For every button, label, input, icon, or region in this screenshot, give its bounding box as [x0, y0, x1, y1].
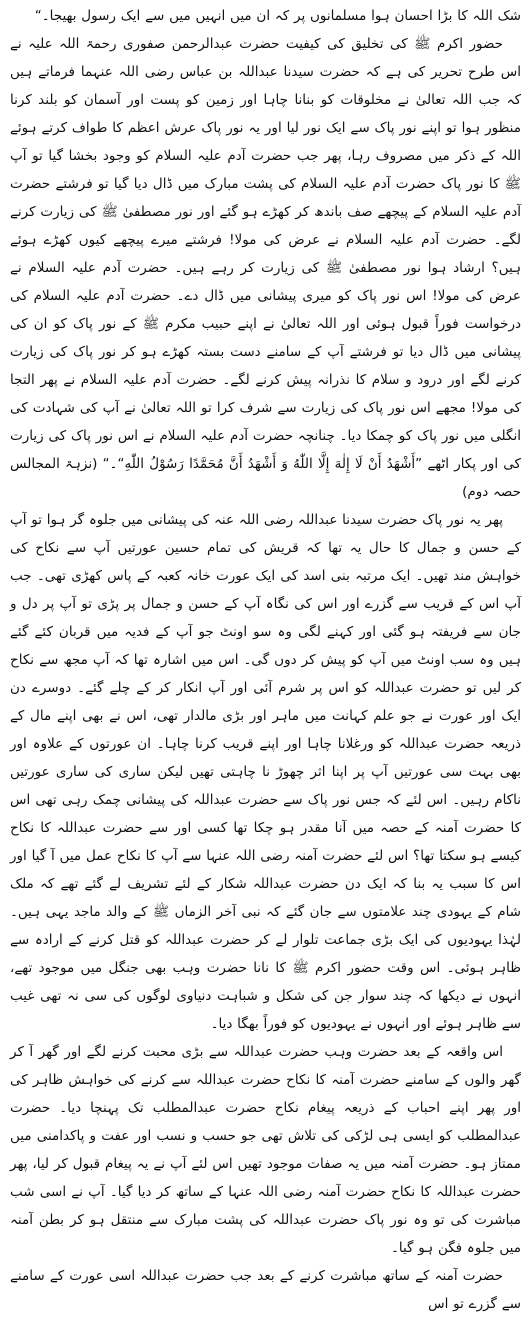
paragraph-hazrat-abdullah: پھر یہ نور پاک حضرت سیدنا عبداللہ رضی اللہ عنہ کی پیشانی میں جلوہ گر ہوا تو آپ کے حسن و جمال کا حال یہ تھا کہ قریش کی تمام حسین عورتیں آپ سے نکاح کی خواہش مند تھیں۔ ایک مرتبہ بنی اسد کی ایک عورت خانہ کعبہ کے پاس کھڑی تھی۔ جب آپ اس کے قریب سے گزرے اور اس کی نگاہ آپ کے حسن و جمال پر پڑی تو آپ پر دل و جان سے فریفتہ ہو گئی اور کہنے لگی وہ سو اونٹ جو آپ کے فدیہ میں قربان کئے گئے ہیں وہ سب اونٹ میں آپ کو پیش کر دوں گی۔ اس میں اشارہ تھا کہ آپ مجھ سے نکاح کر لیں تو حضرت عبداللہ کو اس پر شرم آئی اور آپ انکار کر کے چلے گئے۔ دوسرے دن ایک اور عورت نے جو علم کہانت میں ماہر اور بڑی مالدار تھی، اس نے بھی اپنے مال کے ذریعہ حضرت عبداللہ کو ورغلانا چاہا اور اپنے قریب کرنا چاہا۔ ان عورتوں کے علاوہ اور بھی بہت سی عورتیں آپ پر اپنا اثر چھوڑ نا چاہتی تھیں لیکن ساری کی ساری عورتیں ناکام رہیں۔ اس لئے کہ جس نور پاک سے حضرت عبداللہ کی پیشانی چمک رہی تھی اس کا حضرت آمنہ کے حصہ میں آنا مقدر ہو چکا تھا کسی اور سے حضرت عبداللہ کا نکاح کیسے ہو سکتا تھا؟ اس لئے حضرت آمنہ رضی اللہ عنہا سے آپ کا نکاح عمل میں آ گیا اور اس کا سبب یہ بنا کہ ایک دن حضرت عبداللہ شکار کے لئے تشریف لے گئے تھے کہ ملک شام کے یہودی چند علامتوں سے جان گئے کہ نبی آخر الزماں ﷺ کے والد ماجد یہی ہیں۔ لہٰذا یہودیوں کی ایک بڑی جماعت تلوار لے کر حضرت عبداللہ کو قتل کرنے کے ارادہ سے ظاہر ہوئی۔ اس وقت حضور اکرم ﷺ کا نانا حضرت وہب بھی جنگل میں موجود تھے، انہوں نے دیکھا کہ چند سوار جن کی شکل و شباہت دنیاوی لوگوں کی سی نہ تھی غیب سے ظاہر ہوئے اور انہوں نے یہودیوں کو فوراً بھگا دیا۔: [10, 512, 521, 1032]
paragraph-marriage-proposal: اس واقعہ کے بعد حضرت وہب حضرت عبداللہ سے بڑی محبت کرنے لگے اور گھر آ کر گھر والوں کے سامنے حضرت آمنہ کا نکاح حضرت عبداللہ سے کرنے کی خواہش ظاہر کی اور پھر اپنے احباب کے ذریعہ پیغام نکاح حضرت عبدالمطلب تک پہنچا دیا۔ حضرت عبدالمطلب کو ایسی ہی لڑکی کی تلاش تھی جو حسب و نسب اور عفت و پاکدامنی میں ممتاز ہو۔ حضرت آمنہ میں یہ صفات موجود تھیں اس لئے آپ نے یہ پیغام قبول کر لیا، پھر حضرت عبداللہ کا نکاح حضرت آمنہ رضی اللہ عنہا کے ساتھ کر دیا گیا۔ آپ نے اسی شب مباشرت کی تو وہ نور پاک حضرت عبداللہ کی پشت مبارک سے منتقل ہو کر بطن آمنہ میں جلوہ فگن ہو گیا۔: [10, 1044, 521, 1256]
paragraph-continuation: حضرت آمنہ کے ساتھ مباشرت کرنے کے بعد جب حضرت عبداللہ اسی عورت کے سامنے سے گزرے تو اس: [10, 1268, 521, 1312]
paragraph-creation-of-nur: حضور اکرم ﷺ کی تخلیق کی کیفیت حضرت عبدالرحمن صفوری رحمۃ اللہ علیہ نے اس طرح تحریر کی ہے کہ حضرت سیدنا عبداللہ بن عباس رضی اللہ عنہما فرماتے ہیں کہ جب اللہ تعالیٰ نے مخلوقات کو بنانا چاہا اور زمین کو پست اور آسمان کو بلند کرنا منظور ہوا تو اپنے نور پاک سے ایک نور لیا اور یہ نور پاک عرش اعظم کا طواف کرتے ہوئے اللہ کے ذکر میں مصروف رہا، پھر جب حضرت آدم علیہ السلام کو وجود بخشا گیا تو آپ ﷺ کا نور پاک حضرت آدم علیہ السلام کی پشت مبارک میں ڈال دیا گیا تو فرشتے حضرت آدم علیہ السلام کے پیچھے صف باندھ کر کھڑے ہو گئے اور نور مصطفیٰ ﷺ کی زیارت کرنے لگے۔ حضرت آدم علیہ السلام نے عرض کی مولا! فرشتے میرے پیچھے کیوں کھڑے ہوئے ہیں؟ ارشاد ہوا نور مصطفیٰ ﷺ کی زیارت کر رہے ہیں۔ حضرت آدم علیہ السلام نے عرض کی مولا! اس نور پاک کو میری پیشانی میں ڈال دے۔ حضرت آدم علیہ السلام کی درخواست فوراً قبول ہوئی اور اللہ تعالیٰ نے اپنے حبیب مکرم ﷺ کے نور پاک کو ان کی پیشانی میں ڈال دیا تو فرشتے آپ کے سامنے دست بستہ کھڑے ہو کر نور پاک کی زیارت کرنے لگے اور درود و سلام کا نذرانہ پیش کرنے لگے۔ حضرت آدم علیہ السلام نے پھر التجا کی مولا! مجھے اس نور پاک کی زیارت سے شرف کرا تو اللہ تعالیٰ نے آپ کی شہادت کی انگلی میں نور پاک کو چمکا دیا۔ چنانچہ حضرت آدم علیہ السلام نے اس نور پاک کی زیارت کی اور پکار اٹھے ”أَشْهَدُ أَنْ لَا إِلٰهَ إِلَّا اللّٰهُ وَ أَشْهَدُ أَنَّ مُحَمَّدًا رَسُوْلُ اللّٰهِ“۔“ (نزہۃ المجالس حصہ دوم): [10, 36, 521, 500]
paragraph-verse-translation: شک اللہ کا بڑا احسان ہوا مسلمانوں پر کہ ان میں انہیں میں سے ایک رسول بھیجا۔“: [34, 8, 521, 24]
